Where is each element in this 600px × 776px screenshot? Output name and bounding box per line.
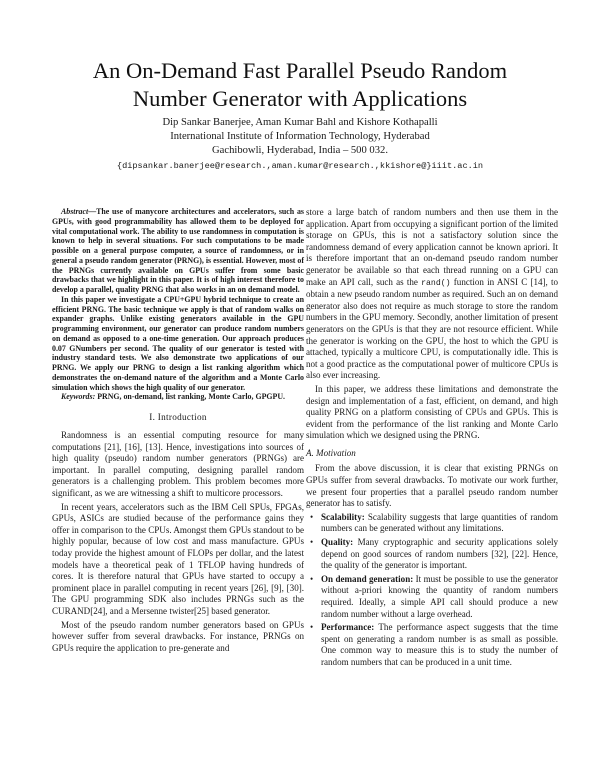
abstract	[52, 207, 304, 392]
abstract-paragraph-1	[52, 207, 304, 295]
subsection-heading-motivation: A. Motivation	[306, 447, 356, 458]
rand-function-code: rand()	[421, 278, 451, 288]
abstract-paragraph-2: In this paper we investigate a CPU+GPU hybrid technique to create an efficient PRNG. The basic technique we apply is that of random walks on expander graphs. Unlike existing generators available in the GPU programming environment, our generator can produce random numbers on demand as opposed to a one-time generation. Our approach produces 0.07 GNumbers per second. The quality of our generator is tested with industry standard tests. We also demonstrate two applications of our PRNG. We apply our PRNG to design a list ranking algorithm which demonstrates the on-demand nature of the algorithm and a Monte Carlo simulation which shows the high quality of our generator.	[52, 294, 304, 392]
right-paragraph-1	[306, 207, 558, 382]
author-names: Dip Sankar Banerjee, Aman Kumar Bahl and Kishore Kothapalli	[162, 117, 438, 128]
title-line-2: Number Generator with Applications	[132, 86, 468, 111]
list-item	[321, 537, 558, 572]
paper-title	[40, 57, 560, 113]
title-line-1: An On-Demand Fast Parallel Pseudo Random	[92, 58, 508, 83]
right-p1-before: store a large batch of random numbers and then use them in the application. Apart from occupying a significant portion of the limited storage on GPUs, this is not a satisfactory solution since the randomness demand of every application cannot be known apriori. It is therefore important that an on-demand pseudo random number generator be available so that each thread running on a GPU can make an API call, such as the	[306, 207, 558, 287]
list-item	[321, 622, 558, 668]
address: Gachibowli, Hyderabad, India – 500 032.	[212, 145, 388, 157]
right-paragraph-2: In this paper, we address these limitations and demonstrate the design and implementation of a fast, efficient, on demand, and high quality PRNG on a platform consisting of CPUs and GPUs. This is evident from the performance of the list ranking and Monte Carlo simulation which we designed using the PRNG.	[306, 383, 558, 441]
keywords	[52, 392, 304, 402]
intro-paragraph-2: In recent years, accelerators such as the IBM Cell SPUs, FPGAs, GPUs, ASICs are studied because of the performance gains they offer in comparison to the CPUs. Amongst them GPUs standout to be highly popular, because of low cost and mass manufacture. GPUs today provide the highest amount of FLOPs per dollar, and the latest models have a theoretical peak of 1 TFLOP having hundreds of cores. It is therefore natural that GPUs have started to occupy a prominent place in parallel computing in recent years [26], [9], [30]. The GPU programming SDK also includes PRNGs such as the CURAND[24], and a Mersenne twister[25] based generator.	[52, 501, 304, 616]
property-term: Scalability:	[321, 511, 365, 522]
author-block	[40, 116, 560, 173]
list-item	[321, 574, 558, 620]
property-text: Scalability suggests that large quantities of random numbers can be generated without any limitations.	[321, 511, 558, 534]
list-item	[321, 512, 558, 535]
properties-list	[306, 512, 558, 669]
author-emails: {dipsankar.banerjee@research.,aman.kumar@research.,kkishore@}iiit.ac.in	[116, 160, 484, 171]
property-term: On demand generation:	[321, 573, 414, 584]
property-term: Performance:	[321, 622, 375, 633]
abstract-text-1: —The use of manycore architectures and accelerators, such as GPUs, with good programmability has allowed them to be deployed for vital computational work. The ability to use randomness in computation is known to help in several situations. For such computations to be made possible on a general purpose computer, a source of randomness, or in general a pseudo random generator (PRNG), is essential. However, most of the PRNGs currently available on GPUs suffer from some basic drawbacks that we highlight in this paper. It is of high interest therefore to develop a parallel, quality PRNG that also works in an on demand model.	[52, 207, 304, 294]
property-text: It must be possible to use the generator without a-priori knowing the quantity of random numbers required. Ideally, a simple API call should produce a new random number without a large overhead.	[321, 573, 559, 619]
right-p1-after: function in ANSI C [14], to obtain a new pseudo random number as required. Such an on demand generator also does not require as much storage to store the random numbers in the GPU memory. Secondly, another limitation of present generators on the GPUs is that they are not resource efficient. While the generator is working on the GPU, the host to which the GPU is attached, typically a multicore CPU, is computationally idle. This is not a good practice as the computational power of multicore CPUs is also ever increasing.	[306, 276, 558, 381]
motivation-body	[306, 463, 558, 509]
keywords-label: Keywords:	[61, 392, 96, 402]
affiliation: International Institute of Information Technology, Hyderabad	[170, 131, 430, 143]
keywords-text: PRNG, on-demand, list ranking, Monte Carlo, GPGPU.	[97, 392, 286, 402]
abstract-label: Abstract	[61, 207, 89, 216]
intro-paragraph-3: Most of the pseudo random number generators based on GPUs however suffer from several drawbacks. For instance, PRNGs on GPUs require the application to pre-generate and	[52, 619, 304, 653]
left-column	[52, 207, 304, 656]
property-text: Many cryptographic and security applications solely depend on good sources of random numbers [32], [22]. Hence, the quality of the generator is important.	[321, 537, 559, 571]
introduction-body	[52, 430, 304, 654]
section-heading-introduction: I. Introduction	[149, 412, 207, 422]
property-term: Quality:	[321, 537, 354, 548]
right-column-body	[306, 207, 558, 442]
motivation-paragraph: From the above discussion, it is clear that existing PRNGs on GPUs suffer from several drawbacks. To motivate our work further, we present four properties that a parallel pseudo random number generator has to satisfy.	[306, 463, 558, 509]
intro-paragraph-1: Randomness is an essential computing resource for many computations [21], [16], [13]. Hence, investigations into sources of high quality (pseudo) random number generators (PRNGs) are important. In parallel computing, designing parallel random generators is a challenging problem. This problem becomes more significant, as we are witnessing a shift to multicore processors.	[52, 430, 304, 498]
right-column	[306, 207, 558, 671]
property-text: The performance aspect suggests that the time spent on generating a random number is as small as possible. One common way to measure this is to study the number of random numbers that can be produced in a unit time.	[321, 622, 558, 667]
